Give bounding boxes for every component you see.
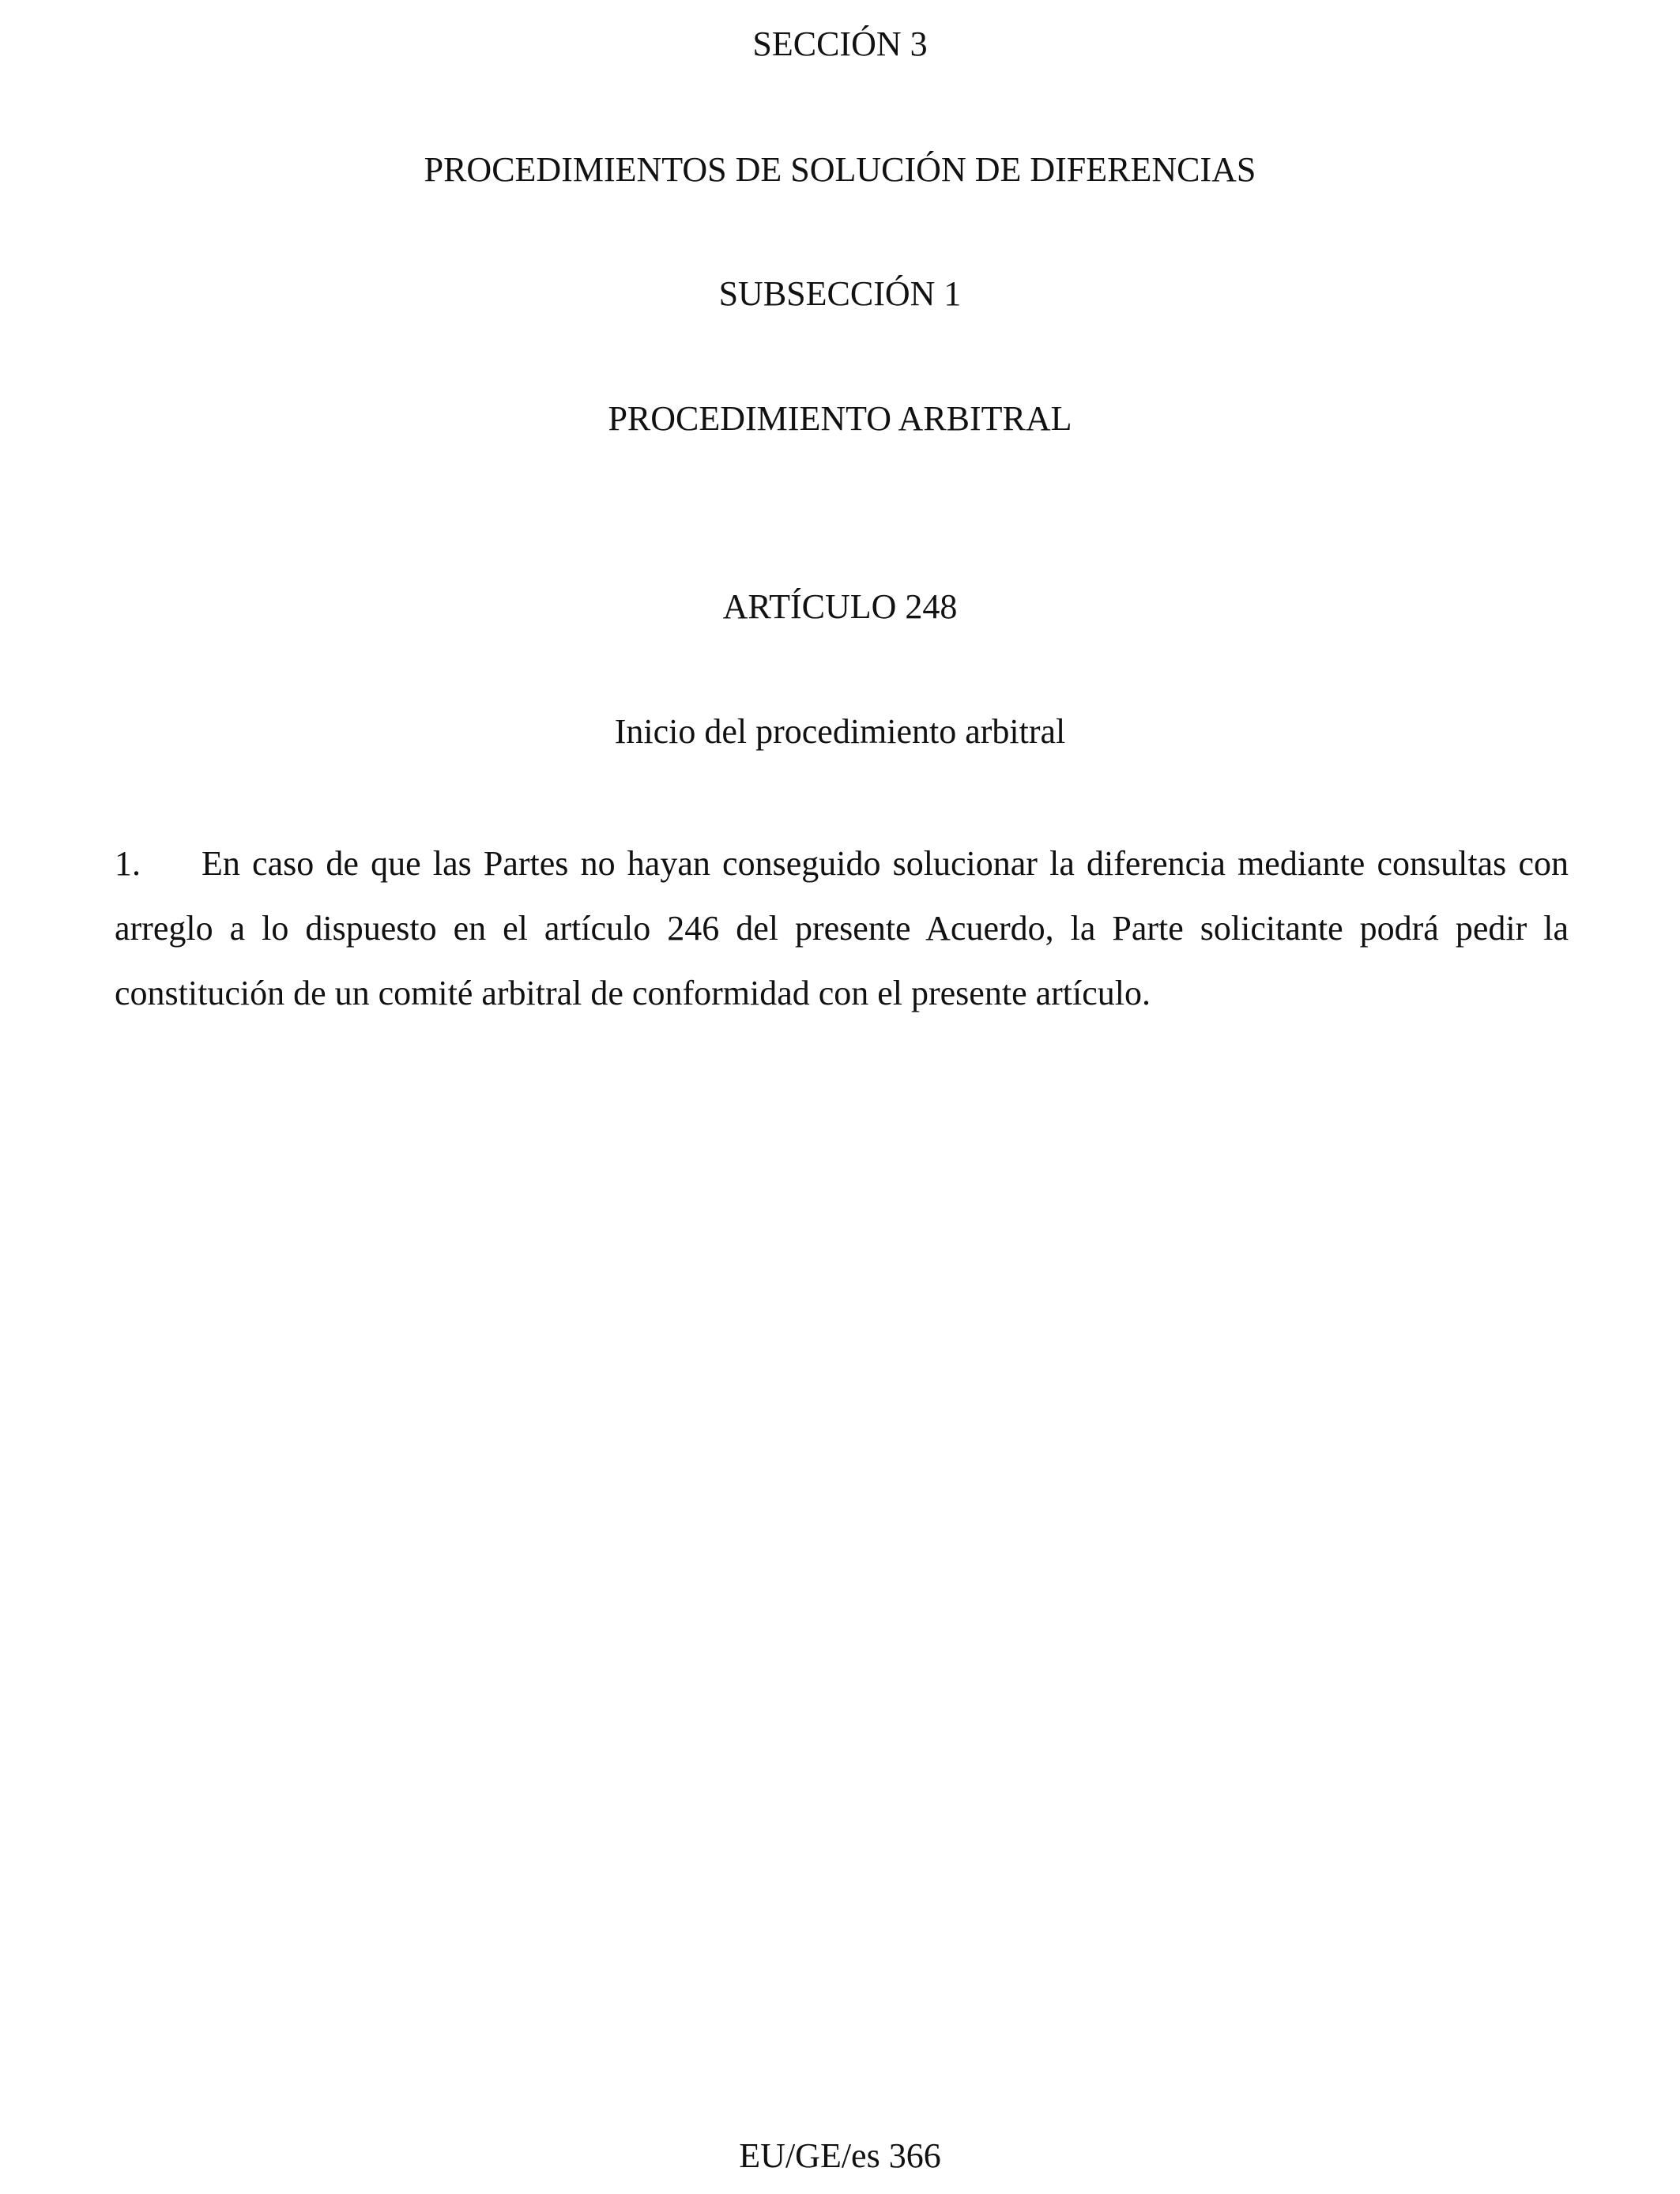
subsection-title: PROCEDIMIENTO ARBITRAL xyxy=(608,399,1072,438)
article-title: Inicio del procedimiento arbitral xyxy=(614,712,1066,751)
section-heading: SECCIÓN 3 xyxy=(752,25,928,63)
paragraph-number: 1. xyxy=(115,844,141,883)
paragraph-1 xyxy=(115,831,1569,1026)
page-footer: EU/GE/es 366 xyxy=(739,2136,941,2175)
paragraph-text: En caso de que las Partes no hayan conseguido solucionar la diferencia mediante consultas con arreglo a lo dispuesto en el artículo 246 del presente Acuerdo, la Parte solicitante podrá pedir la constitución de un comité arbitral de conformidad con el presente artículo. xyxy=(115,844,1569,1012)
article-heading: ARTÍCULO 248 xyxy=(722,587,958,626)
section-title: PROCEDIMIENTOS DE SOLUCIÓN DE DIFERENCIAS xyxy=(424,150,1256,189)
subsection-heading: SUBSECCIÓN 1 xyxy=(718,274,962,313)
